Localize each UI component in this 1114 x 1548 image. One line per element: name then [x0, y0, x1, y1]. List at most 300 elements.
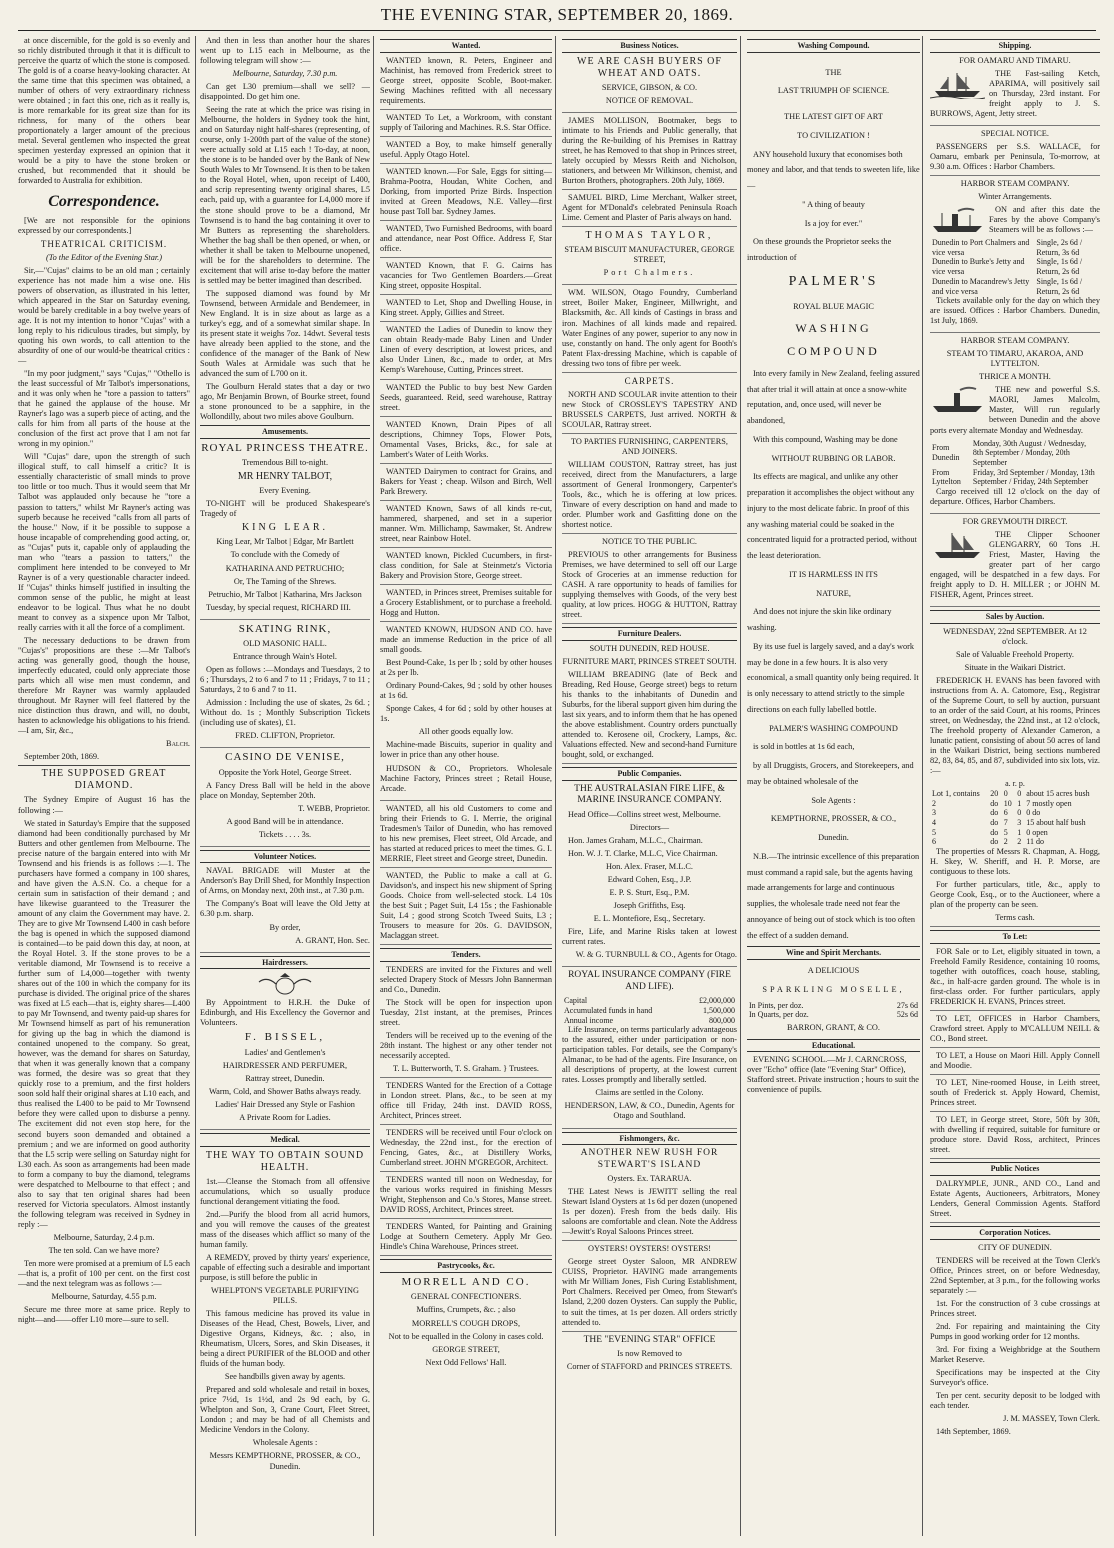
ad-line: ON and after this date the Fares by the above Company's Steamers will be as follows :— [989, 205, 1100, 235]
ad-line: Claims are settled in the Colony. [595, 1088, 704, 1098]
steamship-icon [930, 385, 985, 415]
table-row [930, 238, 1100, 257]
ad-dalrymple: DALRYMPLE, JUNR., AND CO., Land and Estate Agents, Auctioneers, Arbitrators, Money Lenders, General Commission Agents. Stafford Street. [930, 1179, 1100, 1223]
ad-line: STEAM TO TIMARU, AKAROA, AND LYTTELTON. [946, 349, 1084, 369]
ad-title: SKATING RINK, [238, 622, 332, 635]
table-row [930, 828, 1100, 838]
article-paragraph: And then in less than another hour the shares went up to L15 each in Melbourne, as the following telegram will show :— [200, 36, 370, 66]
tender-ad: TENDERS are invited for the Fixtures and well selected Drapery Stock of Messrs John Bannerman and Co., Dunedin. [380, 964, 552, 994]
ad-star-office [562, 1335, 737, 1373]
masthead [0, 0, 1114, 34]
table-cell: From Lyttelton [932, 467, 961, 487]
ad-line: BARRON, GRANT, & CO. [787, 1022, 880, 1032]
table-cell: 1 [1017, 798, 1022, 808]
ad-north-scoular: NORTH AND SCOULAR invite attention to their new Stock of CROSSLEY'S TAPESTRY AND BRUSSELS CARPETS, Just arrived. NORTH & SCOULAR, Rattray street. [562, 390, 737, 434]
table-row [930, 779, 1100, 789]
wanted-ad: WANTED known, Pickled Cucumbers, in first-class condition, for Sale at Steinmetz's Victoria Bakery and Provision Store, George street. [380, 551, 552, 585]
ad-line: Prepared and sold wholesale and retail in boxes, price 7½d, 1s 1½d, and 2s 9d each, by G. Whelpton and Son, 3, Crane Court, Fleet Street, London ; and may be had of all Chemists and Medicine Vendors in the Colony. [200, 1385, 370, 1435]
ad-line: Or, The Taming of the Shrews. [233, 576, 337, 586]
table-cell: 1,500,000 [703, 1005, 735, 1015]
wanted-ad: WANTED To Let, a Workroom, with constant supply of Tailoring and Machines. R.S. Star Office. [380, 113, 552, 137]
ad-line: Is now Removed to [617, 1349, 682, 1359]
table-cell: Annual income [564, 1015, 614, 1025]
ad-line: Wholesale Agents : [252, 1438, 318, 1448]
ad-hogg-hutton: PREVIOUS to other arrangements for Business Premises, we have determined to sell off our Large Stock of Groceries at an immense reduction for CASH. A rare opportunity to heads of families for supplying themselves with Goods, of the very best quality, at low prices. HOGG & HUTTON, Rattray street. [562, 550, 737, 624]
table-row [747, 1001, 920, 1011]
newspaper-title: THE EVENING STAR, SEPTEMBER 20, 1869. [380, 5, 734, 24]
table-cell: 0 do [1026, 808, 1041, 818]
ad-line: by all Druggists, Grocers, and Storekeepers, and may be obtained wholesale of the [747, 761, 914, 786]
to-let-ad: FOR Sale or to Let, eligibly situated in town, a Freehold Family Residence, containing 10 rooms, together with outoffices, coach house, stabling, &c., in half-acre garden ground. The whole is in first-class order. For further particulars, apply FREDERICK H. EVANS, Princes street. [930, 947, 1100, 1011]
ad-wm-wilson: WM. WILSON, Otago Foundry, Cumberland street, Boiler Maker, Engineer, Millwright, and Blacksmith, &c. All kinds of Castings in brass and iron. Machines of all kinds made and repaired. Water Engines of any power, superior to any now in use, constantly on hand. The only agent for Booth's Patent Flax-dressing Machine, which is capable of dressing two tons of fibre per week. [562, 288, 737, 372]
section-heading-volunteer: Volunteer Notices. [200, 850, 370, 864]
telegram-dateline: Melbourne, Saturday, 7.30 p.m. [232, 69, 338, 79]
tender-ad: TENDERS wanted till noon on Wednesday, for the various works required in finishing Messrs Wright, Stephenson and Co.'s Stores, Manse street. DAVID ROSS, Architect, Princes street. [380, 1175, 552, 1219]
ad-line: A DELICIOUS [807, 966, 860, 976]
letter-date: September 20th, 1869. [24, 752, 100, 762]
ad-line: TO CIVILIZATION ! [797, 130, 870, 140]
telegram-dateline: Melbourne, Saturday, 2.4 p.m. [53, 1232, 155, 1242]
table-cell: 11 do [1026, 837, 1044, 847]
ad-line: Hon. Alex. Fraser, M.L.C. [605, 861, 693, 871]
ad-line: Oysters. Ex. TARARUA. [607, 1174, 692, 1184]
ad-line: KING LEAR. [241, 522, 329, 534]
ad-harbor-steam-winter [930, 179, 1100, 333]
ad-title: OYSTERS! OYSTERS! OYSTERS! [587, 1244, 712, 1254]
ad-line: Muffins, Crumpets, &c. ; also [416, 1305, 516, 1315]
ad-line: Opposite the York Hotel, George Street. [218, 767, 352, 777]
letter-title: THEATRICAL CRITICISM. [40, 238, 168, 249]
section-heading-furniture: Furniture Dealers. [562, 627, 737, 641]
ad-whelpton-pills [200, 1150, 370, 1472]
telegram-body: The ten sold. Can we have more? [48, 1245, 160, 1255]
ad-line: GENERAL CONFECTIONERS. [410, 1292, 522, 1302]
ad-line: Head Office—Collins street west, Melbourne. [568, 809, 721, 819]
table-cell: 27s 6d [896, 1000, 918, 1010]
ad-line: Ladies' Hair Dressed any Style or Fashion [215, 1099, 355, 1109]
ad-line: With this compound, Washing may be done [753, 434, 898, 444]
wanted-ad: WANTED KNOWN, HUDSON AND CO. have made an immense Reduction in the price of all small goods. [380, 625, 552, 655]
section-heading-public-notices: Public Notices [930, 1162, 1100, 1176]
ad-line: Hon. James Graham, M.L.C., Chairman. [568, 835, 703, 845]
notice-heading: NOTICE TO THE PUBLIC. [602, 536, 697, 546]
letter-paragraph: "In my poor judgment," says "Cujas," "Othello is the least successful of Mr Talbot's impersonations, and it was only when he "tore a passion to tatters" that he gained the applause of the house. Mr Rayner's Iago was a superb piece of acting, and the calls for him from all parts of the house at the conclusion of the first act prove that I am not far wrong in my opinion." [18, 369, 190, 449]
ad-line: Tremendous Bill to-night. [241, 458, 329, 468]
wanted-ad: WANTED, all his old Customers to come and bring their Friends to G. I. Merrie, the original Tradesmen's Tailor of Dunedin, who has removed to his new premises, Fleet street, Old Arcade, and has started at reduced prices to meet the times. G. I. MERRIE, Fleet street and George street, Dunedin. [380, 804, 552, 868]
section-heading-washing: Washing Compound. [747, 39, 920, 53]
table-cell: do [990, 808, 999, 818]
ad-line: A Private Room for Ladies. [239, 1112, 331, 1122]
correspondence-heading: Correspondence. [48, 193, 160, 211]
ad-line: This famous medicine has proved its value in Diseases of the Head, Chest, Bowels, Liver, and Digestive Organs, Kidneys, &c. ; also, in Rheumatism, Ulcers, Sores, and Skin Diseases, it being a direct PURIFIER of the BLOOD and other fluids of the human body. [200, 1309, 370, 1369]
table-cell: In Pints, per doz. [749, 1000, 804, 1010]
ad-title: THE "EVENING STAR" OFFICE [583, 1334, 716, 1345]
ad-title: ROYAL PRINCESS THEATRE. [201, 441, 369, 454]
table-row [930, 799, 1100, 809]
table-cell: 2 [932, 798, 936, 808]
section-heading-tenders: Tenders. [380, 948, 552, 962]
table-row [562, 1016, 737, 1026]
ad-line: Winter Arrangements. [978, 192, 1052, 202]
ad-line: Ladies' and Gentlemen's [244, 1047, 326, 1057]
price-line: Ordinary Pound-Cakes, 9d ; sold by other houses at 1s 6d. [380, 681, 552, 701]
ad-evening-school: EVENING SCHOOL.—Mr J. CARNCROSS, over "Echo" office (late "Evening Star" Office), Stafford street. Private instruction ; hours to suit the convenience of pupils. [747, 1055, 919, 1095]
sailing-ship-icon [930, 69, 985, 99]
ad-thomas-taylor [562, 230, 737, 285]
letter-signature: Balch. [166, 739, 190, 749]
tender-ads [380, 965, 552, 1257]
table-cell: Friday, 3rd September / Monday, 13th September / Friday, 24th September [972, 467, 1095, 487]
table-cell: Dunedin to Port Chalmers and vice versa [932, 238, 1030, 257]
table-cell: do [990, 837, 999, 847]
ad-line: NATURE, [816, 588, 851, 598]
table-cell: about 15 acres bush [1026, 789, 1090, 798]
table-cell: 6 [932, 837, 936, 847]
ad-line: Hon. W. J. T. Clarke, M.L.C, Vice Chairman. [568, 848, 718, 858]
palmer-logo: PALMER'S [788, 273, 879, 289]
ad-line: Life Insurance, on terms particularly advantageous to the assured, either under participation or non-participation tables. For details, see the Company's Almanac, to be had of the agents. Fire Insurance, on all descriptions of property, at the lowest current rates. Losses promptly and liberally settled. [562, 1025, 737, 1085]
ad-line: KATHARINA AND PETRUCHIO; [225, 563, 345, 573]
table-row [562, 996, 737, 1006]
ad-title: THE WAY TO OBTAIN SOUND HEALTH. [205, 1149, 365, 1173]
carpets-heading: CARPETS. [624, 375, 675, 386]
column-4 [562, 36, 737, 1542]
table-cell: do [990, 798, 999, 808]
ad-title: CASINO DE VENISE, [225, 751, 345, 764]
ad-line: Fire, Life, and Marine Risks taken at lowest current rates. [562, 927, 737, 947]
ad-line: THRICE A MONTH. [979, 372, 1051, 382]
ad-couston: WILLIAM COUSTON, Rattray street, has just received, direct from the Manufacturers, a large assortment of General Ironmongery, Carpenter's Tools, &c., which he is offering at low prices. Tinware of every description on hand and made to order. Plumber work and Gasfitting done on the shortest notice. [562, 460, 737, 534]
ad-line: Terms cash. [930, 913, 1100, 927]
ad-samuel-bird: SAMUEL BIRD, Lime Merchant, Walker street, Agent for M'Donald's celebrated Peninsula Roach Lime. Cement and Plaster of Paris always on hand. [562, 193, 737, 227]
ad-line: is sold in bottles at 1s 6d each, [753, 742, 855, 752]
wanted-ad: WANTED Dairymen to contract for Grains, and Bakers for Yeast ; cheap. Wilson and Birch, Well Park Brewery. [380, 467, 552, 501]
ad-line: MORRELL AND CO. [401, 1276, 531, 1289]
price-line: HUDSON & CO., Proprietors. Wholesale Machine Factory, Princes street ; Retail House, Arcade. [380, 763, 552, 793]
parties-heading: TO PARTIES FURNISHING, CARPENTERS, AND JOINERS. [571, 436, 728, 456]
wanted-ad: WANTED Known, Saws of all kinds re-cut, hammered, sharpened, and set in a superior manner. Wm. Millichamp, Sawmaker, St. Andrew street, near Rainbow Hotel. [380, 504, 552, 548]
ad-line: Specifications may be inspected at the City Surveyor's office. [930, 1368, 1100, 1388]
ad-title: HARBOR STEAM COMPANY. [960, 178, 1070, 188]
ad-line: Tuesday, by special request, RICHARD III. [206, 602, 351, 612]
ad-line: Dunedin. [818, 833, 849, 843]
ad-line: E. L. Montefiore, Esq., Secretary. [593, 914, 706, 924]
ad-line: FURNITURE MART, PRINCES STREET SOUTH. [562, 656, 737, 666]
table-cell: In Quarts, per doz. [749, 1010, 809, 1020]
ad-line: Tickets available only for the day on which they are issued. Offices : Harbor Chambers. Dunedin, 1st July, 1869. [930, 296, 1100, 326]
table-row [930, 277, 1100, 296]
ad-royal-insurance [562, 970, 737, 1128]
tender-ad: TENDERS will be received until Four o'clock on Wednesday, the 22nd inst., for the erection of Fencing, Gates, &c., at Distillery Works, Cumberland street. JOHN M'GREGOR, Architect. [380, 1128, 552, 1172]
price-line: Sponge Cakes, 4 for 6d ; sold by other houses at 1s. [380, 704, 552, 724]
ad-service-gibson [562, 56, 737, 113]
table-cell: a. r. p. [1005, 779, 1025, 789]
wanted-ad: WANTED Known, that F. G. Cairns has vacancies for Two Gentlemen Boarders.—Great King street, opposite Hospital. [380, 261, 552, 295]
telegram-dateline: Melbourne, Saturday, 4.55 p.m. [51, 1291, 157, 1301]
ad-bissel-hairdresser [200, 972, 370, 1130]
price-line: Machine-made Biscuits, superior in quality and lower in price than any other house. [380, 740, 552, 760]
ad-line: Warm, Cold, and Shower Baths always ready. [208, 1086, 362, 1096]
ad-line: A. GRANT, Hon. Sec. [295, 935, 370, 945]
ad-line: STEAM BISCUIT MANUFACTURER, GEORGE STREET, [564, 245, 735, 265]
steamship-icon [930, 205, 985, 235]
ad-line: 1st.—Cleanse the Stomach from all offensive accumulations, which so usually produce functional derangement vitiating the food. [200, 1176, 370, 1206]
article-paragraph: The Sydney Empire of August 16 has the following :— [18, 795, 190, 815]
to-let-ad: TO LET, a House on Maori Hill. Apply Connell and Moodie. [930, 1051, 1100, 1075]
section-heading-wanted: Wanted. [380, 39, 552, 53]
ad-line: TO-NIGHT will be produced Shakespeare's Tragedy of [200, 499, 370, 519]
ad-line: Petruchio, Mr Talbot | Katharina, Mrs Jackson [208, 589, 362, 599]
ad-line: ANY household luxury that economises both money and labor, and that tends to sweeten life, like— [747, 149, 920, 191]
article-paragraph: Ten more were promised at a premium of L5 each—that is, a profit of 100 per cent. on the first cost—and the next telegram was as follows :— [18, 1258, 190, 1288]
masthead-rule [18, 30, 1096, 31]
ad-line: The Company's Boat will leave the Old Jetty at 6.30 p.m. sharp. [200, 899, 370, 919]
price-line: Best Pound-Cake, 1s per lb ; sold by other houses at 2s per lb. [380, 658, 552, 678]
ad-line: W. & G. TURNBULL & CO., Agents for Otago. [575, 950, 737, 960]
telegram-body: Can get L30 premium—shall we sell? —disappointed. Do get him one. [200, 82, 370, 102]
ad-line: By Appointment to H.R.H. the Duke of Edinburgh, and His Excellency the Governor and Volunteers. [200, 998, 370, 1028]
tender-ad: T. L. Butterworth, T. S. Graham. } Trustees. [380, 1064, 552, 1078]
ad-line: 14th September, 1869. [936, 1427, 1011, 1437]
ad-line: MORRELL'S COUGH DROPS, [411, 1318, 521, 1328]
ad-line: FRED. CLIFTON, Proprietor. [235, 731, 335, 741]
table-cell: Dunedin to Burke's Jetty and vice versa [932, 257, 1025, 277]
column-6 [930, 36, 1100, 1542]
diamond-headline: THE SUPPOSED GREAT DIAMOND. [18, 765, 190, 792]
ad-line: A good Band will be in attendance. [226, 816, 344, 826]
table-cell: 2 [1017, 837, 1022, 847]
ad-line: Directors— [629, 822, 670, 832]
ad-line: Ten per cent. security deposit to be lodged with each tender. [930, 1391, 1100, 1411]
hudson-price-list [380, 658, 552, 800]
ad-line: WEDNESDAY, 22nd SEPTEMBER. At 12 o'clock. [943, 626, 1087, 646]
section-heading-to-let: To Let: [930, 930, 1100, 944]
table-cell: Capital [564, 996, 588, 1006]
price-line: All other goods equally low. [418, 727, 514, 737]
section-heading-auction: Sales by Auction. [930, 610, 1100, 624]
wine-price-table [747, 1001, 920, 1020]
section-heading-amusements: Amusements. [200, 425, 370, 439]
ad-line: KEMPTHORNE, PROSSER, & CO., [770, 814, 897, 824]
tender-ad: TENDERS Wanted, for Painting and Graining Lodge at Southern Cemetery. Apply Mr Geo. Hindle's China Warehouse, Princes street. [380, 1222, 552, 1256]
ad-line: NOTICE OF REMOVAL. [605, 95, 694, 105]
ad-title: SPECIAL NOTICE. [981, 128, 1049, 138]
ad-line: Joseph Griffiths, Esq. [613, 901, 686, 911]
table-cell: 0 [1017, 789, 1022, 798]
ad-line: THE [825, 67, 842, 77]
ad-jewitt: THE Latest News is JEWITT selling the real Stewart Island Oysters at 1s 6d per dozen (unopened 1s per dozen). Fresh from the beds daily. His saloons are comfortable and clean. Note the Address—Jewitt's Royal Saloons Princes street. [562, 1187, 737, 1241]
wanted-ad: WANTED Known, Drain Pipes of all descriptions, Chimney Tops, Flower Pots, Ornamental Vases, Bricks, &c., for sale at Lambert's Water of Leith Works. [380, 420, 552, 464]
ad-line: Into every family in New Zealand, feeling assured that after trial it will attain at once a snow-white reputation, and, once used, will never be abandoned, [747, 368, 920, 426]
ad-line: PALMER'S WASHING COMPOUND [769, 723, 898, 733]
table-cell: 5 [1003, 827, 1008, 837]
ad-title: ROYAL INSURANCE COMPANY (FIRE AND LIFE). [568, 970, 731, 992]
ad-line: By its use fuel is largely saved, and a day's work may be done in a few hours. It is also very economical, a small quantity only being required. It is only necessary to attend strictly to the simple directions on each fully labelled bottle. [747, 641, 919, 714]
ad-line: Port Chalmers. [603, 268, 696, 278]
ad-line: WE ARE CASH BUYERS OF WHEAT AND OATS. [577, 55, 722, 79]
letter-paragraph: The necessary deductions to be drawn from "Cujas's" propositions are these :—Mr Talbot's acting was generally good, though the house, imperfectly educated, could only appreciate those parts which all wise men must condemn, and therefore Mr Rayner was warmly applauded throughout. Mr Rayner will feel flattered by the nice distinction thus drawn, and will, no doubt, hasten to acknowledge his obligations to his friend.—I am, Sir, &c., [18, 635, 190, 736]
article-paragraph: Seeing the rate at which the price was rising in Melbourne, the holders in Sydney took the hint, and on Saturday night half-shares (representing, of course, only 1-200th part of the value of the stone) were actually sold at L15 each ! To-day, at noon, the stone is to be handed over by the Bank of New South Wales to Mr Townsend. It is then to be taken to the Royal Hotel, when, upon receipt of L400, and scrip representing twenty original shares, L5 each, paid up, with a guarantee for L4,000 more if the stone should prove to be a diamond, Mr Townsend is to hand the bag containing it over to Mr Butters as representing the shareholders. Whether the bag shall be then opened, or when, or whether it shall be taken to Melbourne unopened, will be for the shareholders to determine. The excitement that will arise to-day before the matter is settled may be better imagined than described. [200, 105, 370, 285]
to-let-ad: TO LET, Nine-roomed House, in Leith street, south of Frederick st. Apply Howard, Chemist, Princes street. [930, 1078, 1100, 1112]
ad-line: 2nd. For repairing and maintaining the City Pumps in good working order for 12 months. [930, 1322, 1100, 1342]
article-paragraph: We stated in Saturday's Empire that the supposed diamond had been conditionally purchased by Mr Butters and other gentlemen from Melbourne. The precise nature of the bargain entered into with Mr Townsend and his friends is as follows :—1. The purchasers have formed a company in 100 shares, and have given the A.S.N. Co. a cheque for a certain sum in satisfaction of their demand ; and have likewise guaranteed to the Treasurer the amount of any claim the Government may have. 2. They are to give Mr Townsend L400 in cash before the bag is opened in which the supposed diamond is contained—to be paid down this day, at noon, at the Royal Hotel. 3. If the stone proves to be a veritable diamond, Mr Townsend is to receive a further sum of L4,000—together with twenty shares out of the 100 in which the company for its purchase is divided. The original price of the shares was fixed at L5 each—that is, eighty shares—L400 to pay Mr Townsend, and twenty paid-up shares for Mr Townsend himself as part of his remuneration for giving up the bag in which the diamond is contained unopened to the company. So great, however, was the demand for shares on Saturday, that when it was generally known that a company was formed, the desire was so great that they quickly rose to a premium, and the first holders soon sold half their original shares at L10 each, and thus realised the L400 to be paid to Mr Townsend before they were called upon to disburse a penny. The excitement did not even stop here, for the second buyers soon demanded and obtained a premium ; and we are informed on good authority that the L5 scrip were selling on Saturday night for L30 each. As soon as arrangements had been made to form a company to buy the diamond, telegrams were despatched to Melbourne to that effect ; and also to say that ten original shares had been reserved for Victoria speculators. Almost instantly the following telegram was received in Sydney in reply :— [18, 818, 190, 1229]
letter-body [18, 266, 190, 736]
ad-line: WHELPTON'S VEGETABLE PURIFYING PILLS. [210, 1286, 360, 1306]
table-cell: £2,000,000 [699, 996, 735, 1006]
ad-line: T. WEBB, Proprietor. [298, 803, 370, 813]
ad-mollison: JAMES MOLLISON, Bootmaker, begs to intimate to his Friends and Public generally, that during the Re-building of his Premises in Rattray street, he has Removed to that shop in Princes street, lately occupied by Messrs Reith and Nicholson, stationers, and between Mr Wilkinson, chemist, and Burton Brothers, photographers. 20th July, 1869. [562, 116, 737, 190]
ad-line: TENDERS will be received at the Town Clerk's Office, Princes street, on or before Wednesday, 22nd September, at 3 p.m., for the following works separately :— [930, 1255, 1100, 1296]
ad-line: HENDERSON, LAW, & CO., Dunedin, Agents for Otago and Southland. [564, 1101, 735, 1121]
section-heading-educational: Educational. [747, 1039, 920, 1053]
sailing-ship-icon [930, 530, 985, 560]
table-cell: 3 [932, 808, 936, 818]
to-let-ad: TO LET, OFFICES in Harbor Chambers, Crawford street. Apply to M'CALLUM NEILL & CO., Bond street. [930, 1014, 1100, 1048]
table-row [930, 818, 1100, 828]
ad-line: Rattray street, Dunedin. [245, 1073, 325, 1083]
ad-line: See handbills given away by agents. [224, 1372, 346, 1382]
ad-line: WASHING COMPOUND [787, 321, 880, 359]
ad-skating-rink [200, 623, 370, 749]
section-heading-pastrycooks: Pastrycooks, &c. [380, 1259, 552, 1273]
table-cell: do [990, 818, 999, 828]
ad-harbor-steam-maori [930, 336, 1100, 514]
ad-line: Entrance through Wain's Hotel. [233, 651, 337, 661]
page-columns [18, 36, 1100, 1542]
ad-line: 2nd.—Purify the blood from all acrid humors, and you will remove the causes of the greatest mass of the diseases which afflict so many of the human family. [200, 1209, 370, 1249]
table-cell: 6 [1003, 808, 1008, 818]
telegram-body: Secure me three more at same price. Reply to night—and——offer L10 more—sure to sell. [18, 1305, 190, 1325]
ad-breading: WILLIAM BREADING (late of Beck and Breading, Red House, George street) begs to return his thanks to the inhabitants of Dunedin and Suburbs, for the liberal support given him during the last six years, and to inform them that he has opened the above establishment. Country orders punctually attended to. Kerosene oil, Crockery, Lamps, &c. Valuations effected. New and second-hand Furniture bought, sold, or exchanged. [562, 670, 737, 764]
table-cell: 2 [1003, 837, 1008, 847]
table-cell: 15 about half bush [1026, 818, 1086, 828]
lots-table [930, 779, 1100, 847]
ad-line: THE LATEST GIFT OF ART [784, 112, 883, 122]
column-3 [380, 36, 552, 1542]
ad-line: Cargo received till 12 o'clock on the day of departure. Offices, Harbor Chambers. [930, 486, 1100, 506]
ad-line: Situate in the Waikari District. [964, 662, 1066, 672]
wanted-ad: WANTED to Let, Shop and Dwelling House, in King street. Apply, Gillies and Street. [380, 298, 552, 322]
ad-line: Is a joy for ever." [804, 218, 863, 228]
table-cell: 0 [1017, 808, 1022, 818]
table-row [930, 808, 1100, 818]
ad-line: 3rd. For fixing a Weighbridge at the Southern Market Reserve. [930, 1345, 1100, 1365]
royal-crest-icon [255, 972, 315, 996]
wanted-ad: WANTED, Two Furnished Bedrooms, with board and attendance, near Post Office. Address F, Star office. [380, 224, 552, 258]
ad-line: For further particulars, title, &c., apply to George Cook, Esq., or to the Auctioneer, where a plan of the property can be seen. [930, 880, 1100, 910]
table-cell: 10 [1003, 798, 1012, 808]
ad-line: Next Odd Fellows' Hall. [425, 1357, 507, 1367]
to-let-ad: TO LET, in George street, Store, 50ft by 30ft, with dwelling if required, suitable for furniture or produce store. David Ross, architect, Princes street. [930, 1115, 1100, 1159]
ad-line: WITHOUT RUBBING OR LABOR. [771, 453, 896, 463]
column-1 [18, 36, 190, 1542]
ad-line: Tickets . . . . 3s. [258, 829, 312, 839]
wanted-ad: WANTED the Ladies of Dunedin to know they can obtain Ready-made Baby Linen and Under Linen of every description, at lowest prices, and also Under Linen, &c., made to order, at Mrs Kemp's Warehouse, Cutting, Princes street. [380, 325, 552, 379]
ad-line: A Fancy Dress Ball will be held in the above place on Monday, September 20th. [200, 780, 370, 800]
article-paragraph: The Goulburn Herald states that a day or two ago, Mr Benjamin Brown, of Bourke street, found a stone pronounced to be a sapphire, in the Wollondilly, about two miles above Goulburn. [200, 382, 370, 422]
section-heading-medical: Medical. [200, 1133, 370, 1147]
tender-ad: TENDERS Wanted for the Erection of a Cottage in London street. Plans, &c., to be seen at my office till Friday, 24th inst. DAVID ROSS, Architect, Princes street. [380, 1081, 552, 1125]
ad-morrell [380, 1276, 552, 1367]
section-heading-public-companies: Public Companies. [562, 767, 737, 781]
section-heading-wine: Wine and Spirit Merchants. [747, 946, 920, 960]
wanted-ads [380, 56, 552, 945]
ad-line: THE Fast-sailing Ketch, APARIMA, will positively sail on Thursday, 23rd instant. For freight apply to J. S. BURROWS, Agent, Jetty street. [930, 68, 1100, 118]
ad-line: 1st. For the construction of 3 cube crossings at Princes street. [930, 1299, 1100, 1319]
ad-title: THE AUSTRALASIAN FIRE LIFE, & MARINE INSURANCE COMPANY. [574, 783, 725, 806]
table-cell: 7 [1003, 818, 1008, 828]
table-cell: Single, 2s 6d / Return, 3s 6d [1036, 238, 1083, 257]
schedule-table [930, 439, 1100, 487]
ad-line: E. P. S. Sturt, Esq., P.M. [609, 888, 690, 898]
ad-line: The properties of Messrs R. Chapman, A. Hogg, H. Skey, W. Sheriff, and H. P. Morse, are contiguous to these lots. [930, 847, 1100, 877]
section-heading-business: Business Notices. [562, 39, 737, 53]
ad-line: NAVAL BRIGADE will Muster at the Anderson's Bay Drill Shed, for Monthly Inspection of Arms, on Monday next, 20th inst., at 7.30 p.m. [200, 866, 370, 896]
table-cell: 0 open [1026, 827, 1048, 837]
ad-line: GEORGE STREET, [432, 1344, 500, 1354]
ad-line: SOUTH DUNEDIN, RED HOUSE. [589, 643, 710, 653]
ad-wallace: PASSENGERS per S.S. WALLACE, for Oamaru, embark per Peninsula, To-morrow, at 9.30 a.m. Offices : Harbor Chambers. [930, 142, 1100, 176]
table-cell: do [990, 827, 999, 837]
ad-line: Corner of STAFFORD and PRINCES STREETS. [566, 1362, 733, 1372]
ad-evans: FREDERICK H. EVANS has been favored with instructions from A. A. Catomore, Esq., Registrar of the Supreme Court, to sell by auction, pursuant to an order of the said Court, at his rooms, Princes street, on Wednesday, the 22nd inst., at 12 o'clock, The freehold property of Alexander Cameron, a lunatic patient, consisting of about 50 acres of land in the Waikari District, being sections numbered 82, 83, 84, 85, and 87, subdivided into six lots, viz. :— [930, 676, 1100, 776]
ad-line: Edward Cohen, Esq., J.P. [607, 875, 692, 885]
column-5 [747, 36, 920, 1542]
ad-title: ANOTHER NEW RUSH FOR STEWART'S ISLAND [580, 1148, 719, 1170]
table-cell: 5 [932, 827, 936, 837]
table-cell: Dunedin to Macandrew's Jetty and vice versa [932, 276, 1030, 296]
ad-line: Sole Agents : [811, 795, 856, 805]
table-cell: 3 [1017, 818, 1022, 828]
wanted-ad: WANTED a Boy, to make himself generally useful. Apply Otago Hotel. [380, 140, 552, 164]
ad-line: OLD MASONIC HALL. [243, 638, 327, 648]
ad-title: CITY OF DUNEDIN. [978, 1242, 1052, 1252]
tender-ad: Tenders will be received up to the evening of the 28th instant. The highest or any other tender not necessarily accepted. [380, 1030, 552, 1060]
ad-title: HARBOR STEAM COMPANY. [960, 336, 1070, 346]
ad-line: THE Clipper Schooner GLENGARRY, 60 Tons .H. Friest, Master, Having the greater part of her cargo engaged, will be despatched in a few days. For freight apply to D. H. MILLER ; or JOHN M. FISHER, Agent, Princes street. [930, 530, 1100, 600]
ad-line: IT IS HARMLESS IN ITS [789, 569, 878, 579]
letter-paragraph: Sir,—"Cujas" claims to be an old man ; certainly experience has not made him a wise one. His powers of observation, as illustrated in his letter, which appeared in the Star on Saturday evening, would be barely creditable in a boy twelve years of age. It is not my intention to honor "Cujas" with a long reply to his ridiculous tirades, but simply, by quoting his own words, to call attention to the absurdity of one of our would-be theatrical critics :— [18, 265, 190, 366]
ad-royal-princess-theatre [200, 442, 370, 620]
ad-line: F. BISSEL, [244, 1031, 326, 1044]
ad-line: Open as follows :—Mondays and Tuesdays, 2 to 6 ; Thursdays, 2 to 6 and 7 to 11 ; Fridays, 7 to 11 ; Saturdays, 2 to 6 and 7 to 11. [200, 664, 370, 695]
ad-line: Sale of Valuable Freehold Property. [956, 649, 1074, 659]
disclaimer: [We are not responsible for the opinions expressed by our correspondents.] [18, 215, 190, 235]
ad-line: By order, [269, 922, 301, 932]
article-paragraph: at once discernible, for the gold is so evenly and so richly distributed through it that it is difficult to perceive the quartz of which the stone is composed. The gold is of a coarse heavy-looking character. At the same time that this specimen was obtained, a number of others of very extraordinary richness were obtained ; in fact this one, rich as it really is, is more remarkable for its great size than for its richness, for many of the others bear proportionately a larger amount of the precious metal. Several gentlemen who inspected the great specimen yesterday expressed an opinion that it would be a pity to have the stone broken or crushed, but recommended that it should be forwarded to Australia for exhibition. [18, 36, 190, 186]
table-row [930, 837, 1100, 847]
gold-article-tail [18, 36, 190, 186]
table-row [930, 789, 1100, 799]
ad-line: MR HENRY TALBOT, [237, 471, 333, 483]
table-row [930, 439, 1100, 468]
wanted-ad: WANTED the Public to buy best New Garden Seeds, guaranteed. Reid, seed warehouse, Rattray street. [380, 383, 552, 417]
wanted-ad: WANTED, the Public to make a call at G. Davidson's, and inspect his new shipment of Spring Goods. Choice from well-selected stock. L4 10s the best Suit ; Paget Suit, L4 15s ; the Fashionable Suit, L4 ; good strong Scotch Tweed Suits, L3 ; Trousers to measure for 20s. G. DAVIDSON, Maclaggan street. [380, 871, 552, 945]
table-row [930, 468, 1100, 487]
ad-line: Admission : Including the use of skates, 2s 6d. ; Without do. 1s ; Monthly Subscription Tickets (including use of skates), £1. [200, 698, 370, 728]
wanted-ad: WANTED, in Princes street, Premises suitable for a Grocery Establishment, or to purchase a freehold. Hogg and Hutton. [380, 588, 552, 622]
ad-line: SPARKLING MOSELLE, [762, 984, 905, 994]
ad-line: To conclude with the Comedy of [230, 550, 340, 560]
table-row [747, 1010, 920, 1020]
ad-line: Its effects are magical, and unlike any other preparation it accomplishes the object without any injury to the most delicate fabric. In proof of this any washing material could be soaked in the concentrated liquid for a protracted period, without the least deterioration. [747, 472, 917, 561]
ad-line: J. M. MASSEY, Town Clerk. [1003, 1414, 1100, 1424]
ad-line: " A thing of beauty [802, 199, 865, 209]
ad-line: LAST TRIUMPH OF SCIENCE. [777, 86, 890, 96]
ad-line: A REMEDY, proved by thirty years' experience, capable of effecting such a desirable and important purpose, is still before the public in [200, 1252, 370, 1282]
wanted-ad: WANTED known.—For Sale, Eggs for sitting—Brahma-Pootra, Houdan, White Cochen, and Dorking, from imported Prize Birds. Inspection invited at Green Meadows, N.E. Valley—first house past Toll bar. Sydney James. [380, 167, 552, 221]
ad-naval-brigade [200, 866, 370, 952]
